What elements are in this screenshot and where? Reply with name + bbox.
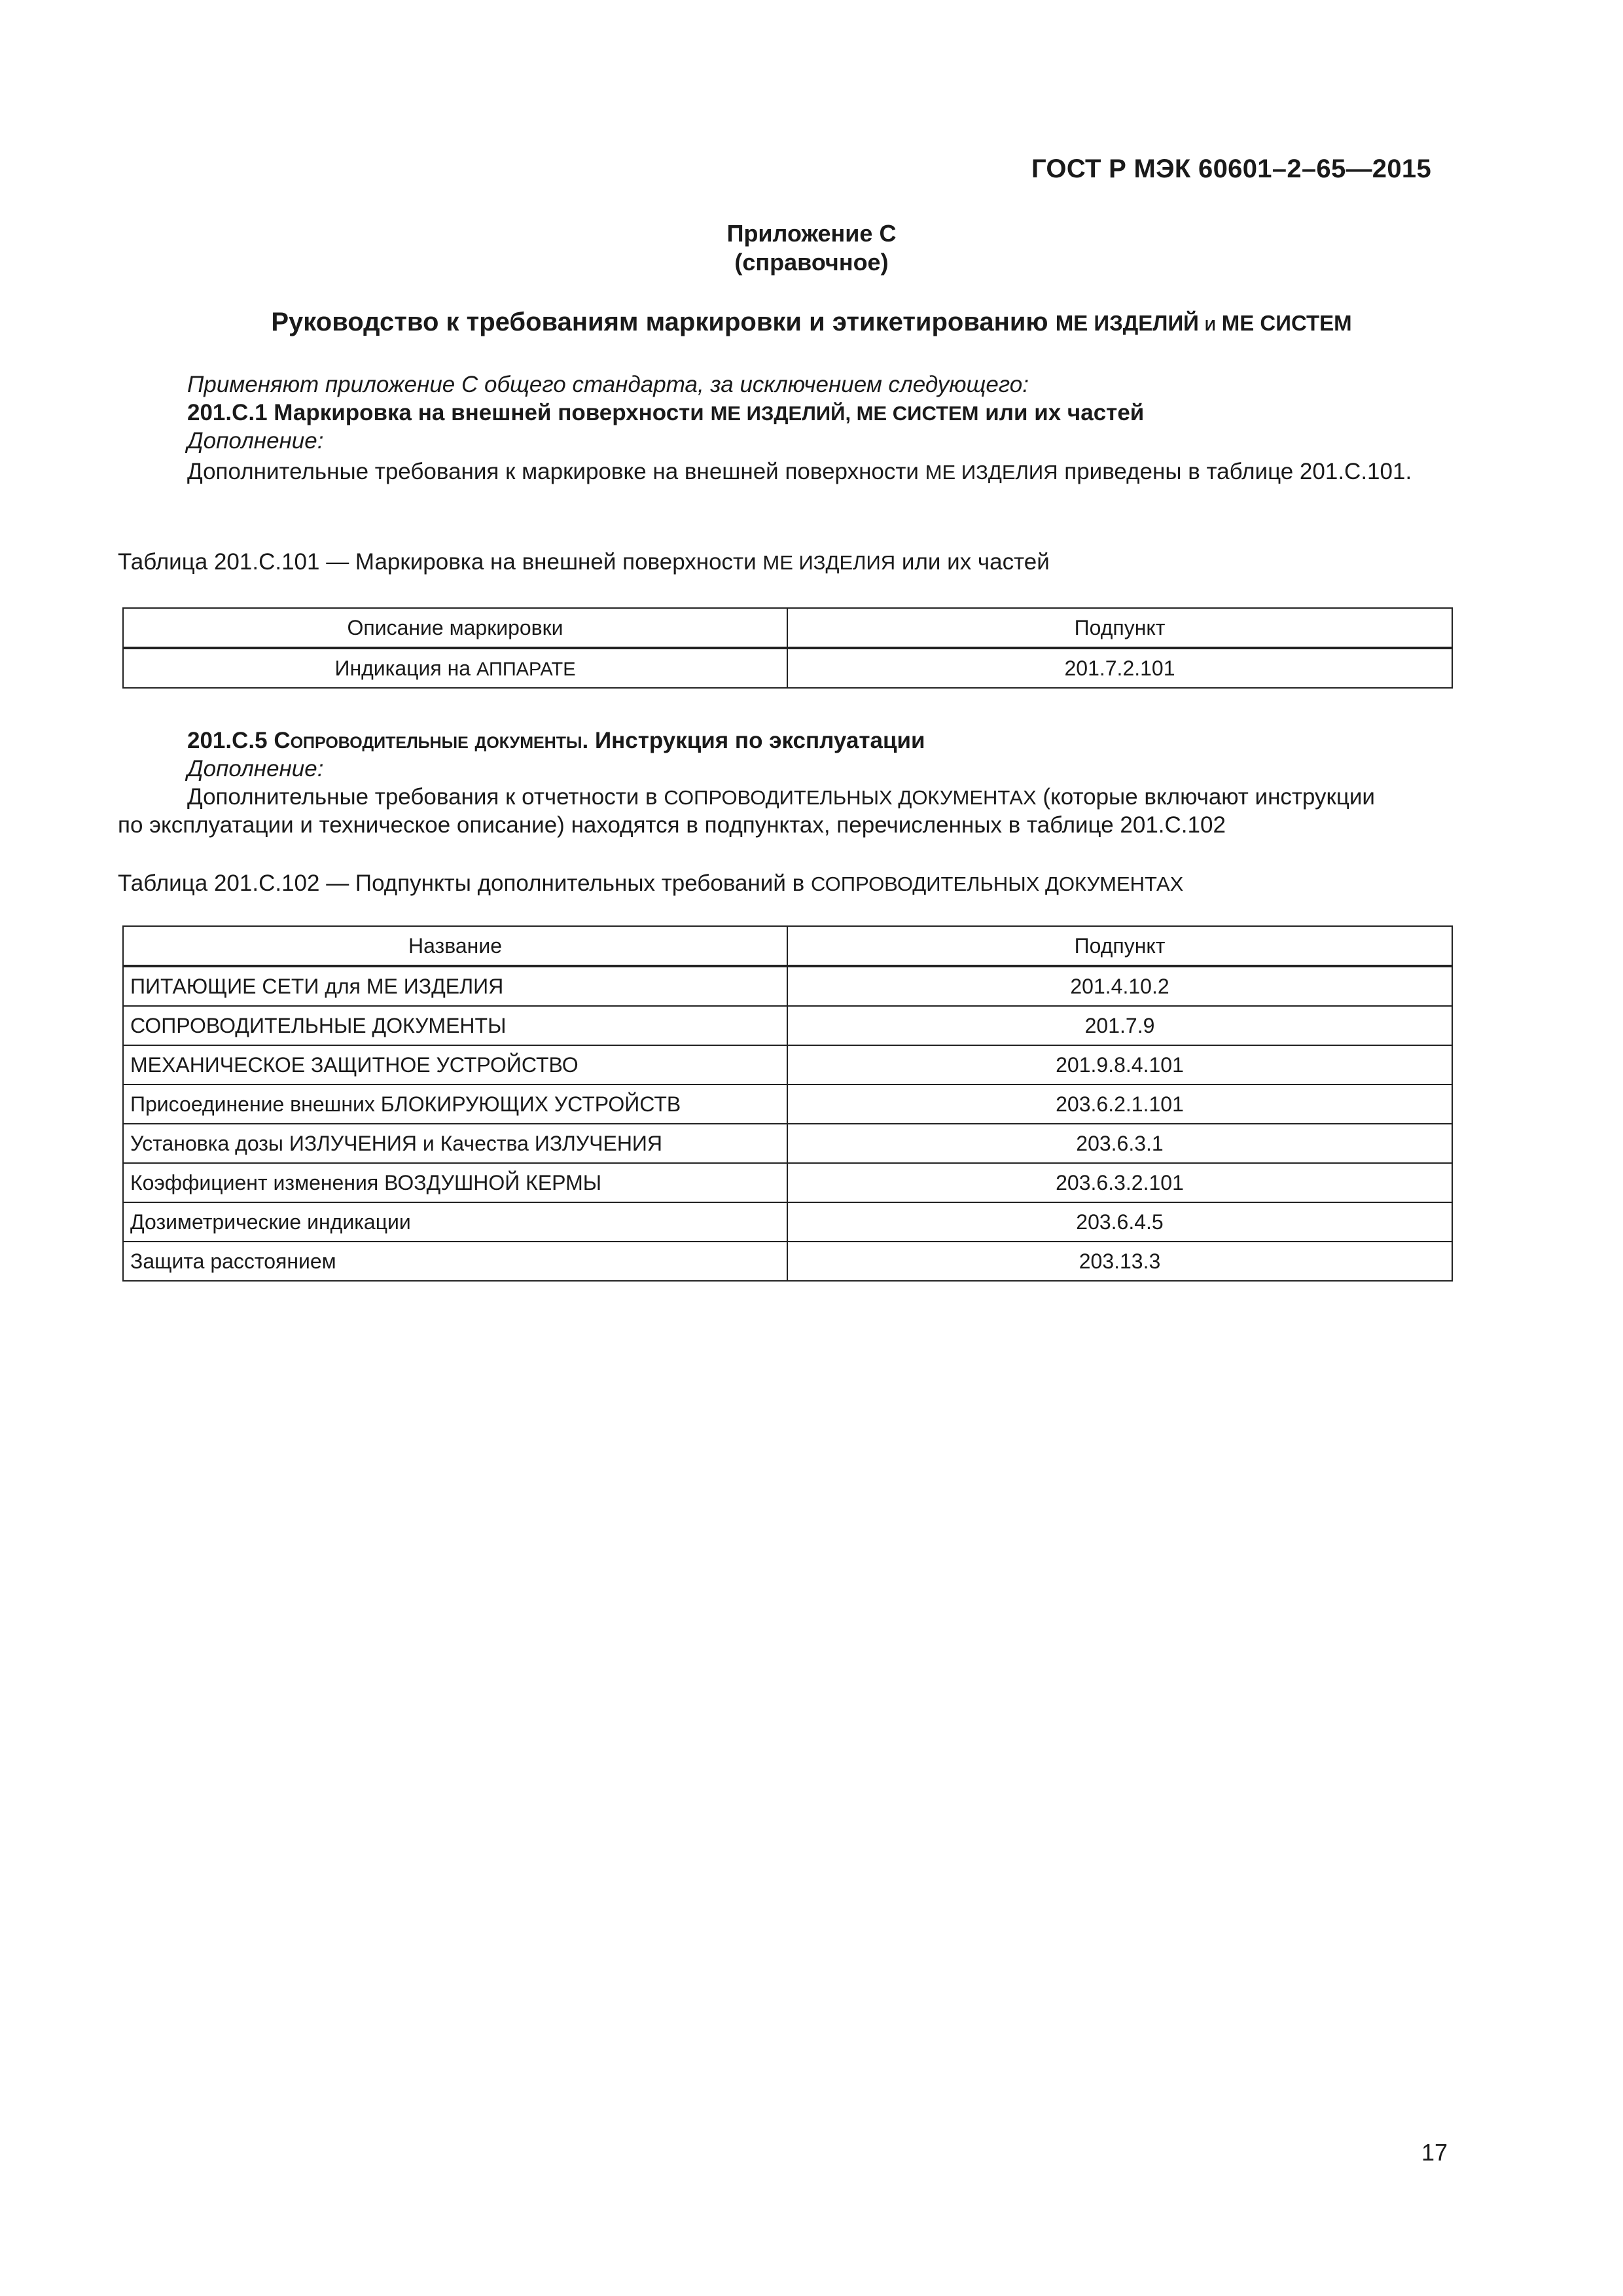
section-201-c5-heading-smallcaps: Сопроводительные документы <box>274 728 582 753</box>
table-cell-subclause: 203.6.3.2.101 <box>787 1163 1452 1202</box>
table-201-c101-caption-b: или их частей <box>895 549 1050 575</box>
section-201-c1-body-b: приведены в таблице 201.С.101. <box>1058 459 1412 484</box>
section-201-c1-heading <box>187 399 1144 427</box>
table-cell-description <box>123 648 787 688</box>
table-cell-subclause: 203.6.2.1.101 <box>787 1085 1452 1124</box>
table-cell-name: СОПРОВОДИТЕЛЬНЫЕ ДОКУМЕНТЫ <box>123 1006 787 1045</box>
table-cell-subclause: 203.6.3.1 <box>787 1124 1452 1163</box>
table-cell-text: Индикация на <box>334 656 476 680</box>
section-201-c5-body-smallcaps: СОПРОВОДИТЕЛЬНЫХ ДОКУМЕНТАХ <box>664 786 1037 809</box>
annex-heading-main: Руководство к требованиям маркировки и этикетированию <box>271 308 1056 336</box>
table-cell-name: МЕХАНИЧЕСКОЕ ЗАЩИТНОЕ УСТРОЙСТВО <box>123 1045 787 1085</box>
table-cell-name: Присоединение внешних БЛОКИРУЮЩИХ УСТРОЙСТВ <box>123 1085 787 1124</box>
table-row <box>123 1242 1452 1281</box>
table-header-cell: Подпункт <box>787 926 1452 966</box>
table-cell-name: Дозиметрические индикации <box>123 1202 787 1242</box>
section-201-c5-body-b: (которые включают инструкции <box>1036 784 1375 810</box>
table-cell-name: ПИТАЮЩИЕ СЕТИ для МЕ ИЗДЕЛИЯ <box>123 966 787 1006</box>
table-201-c102 <box>122 925 1453 1282</box>
table-header-row <box>123 926 1452 966</box>
table-row <box>123 1085 1452 1124</box>
section-201-c5-addition-label: Дополнение: <box>187 756 324 781</box>
section-201-c5-heading-b: . Инструкция по эксплуатации <box>582 728 925 753</box>
intro-text: Применяют приложение С общего стандарта, за исключением следующего: <box>187 372 1029 397</box>
annex-subtitle: (справочное) <box>734 249 889 276</box>
table-row <box>123 1124 1452 1163</box>
section-201-c5-heading <box>187 726 925 755</box>
table-cell-subclause: 201.9.8.4.101 <box>787 1045 1452 1085</box>
annex-heading-smallcaps: МЕ ИЗДЕЛИЙ и МЕ СИСТЕМ <box>1055 311 1352 335</box>
table-header-cell: Подпункт <box>787 608 1452 648</box>
table-row <box>123 1006 1452 1045</box>
table-cell-name: Коэффициент изменения ВОЗДУШНОЙ КЕРМЫ <box>123 1163 787 1202</box>
table-cell-subclause: 203.13.3 <box>787 1242 1452 1281</box>
table-cell-smallcaps: АППАРАТЕ <box>476 658 576 680</box>
table-cell-subclause: 201.4.10.2 <box>787 966 1452 1006</box>
table-row <box>123 1045 1452 1085</box>
table-cell-subclause: 201.7.2.101 <box>787 648 1452 688</box>
document-header-code: ГОСТ Р МЭК 60601–2–65—2015 <box>1031 154 1431 183</box>
annex-heading <box>118 308 1505 337</box>
table-201-c101 <box>122 607 1453 689</box>
annex-title: Приложение С <box>726 220 897 247</box>
table-cell-name: Установка дозы ИЗЛУЧЕНИЯ и Качества ИЗЛУЧЕНИЯ <box>123 1124 787 1163</box>
table-201-c102-caption-a: Таблица 201.С.102 — Подпункты дополнительных требований в <box>118 870 811 896</box>
section-201-c1-addition-label: Дополнение: <box>187 428 324 454</box>
table-cell-subclause: 203.6.4.5 <box>787 1202 1452 1242</box>
table-201-c102-caption-smallcaps: СОПРОВОДИТЕЛЬНЫХ ДОКУМЕНТАХ <box>810 872 1184 895</box>
table-row <box>123 648 1452 688</box>
table-row <box>123 1202 1452 1242</box>
table-cell-subclause: 201.7.9 <box>787 1006 1452 1045</box>
section-201-c5-body <box>118 783 1448 812</box>
table-header-cell: Название <box>123 926 787 966</box>
table-header-row <box>123 608 1452 648</box>
table-row <box>123 1163 1452 1202</box>
table-header-cell: Описание маркировки <box>123 608 787 648</box>
section-201-c1-body <box>118 457 1448 486</box>
table-cell-name: Защита расстоянием <box>123 1242 787 1281</box>
table-row <box>123 966 1452 1006</box>
page-number: 17 <box>1421 2139 1448 2166</box>
section-201-c5-body-a: Дополнительные требования к отчетности в <box>187 784 664 810</box>
table-201-c101-caption <box>118 548 1050 577</box>
section-201-c1-heading-a: 201.С.1 Маркировка на внешней поверхности <box>187 400 711 425</box>
section-201-c1-heading-smallcaps: МЕ ИЗДЕЛИЙ, МЕ СИСТЕМ <box>710 402 979 425</box>
section-201-c5-body-line2: по эксплуатации и техническое описание) находятся в подпунктах, перечисленных в таблице 201.С.102 <box>118 812 1226 838</box>
section-201-c1-body-smallcaps: МЕ ИЗДЕЛИЯ <box>925 461 1058 484</box>
table-201-c101-caption-a: Таблица 201.С.101 — Маркировка на внешней поверхности <box>118 549 763 575</box>
table-201-c102-caption <box>118 869 1183 898</box>
section-201-c1-body-a: Дополнительные требования к маркировке на внешней поверхности <box>187 459 925 484</box>
section-201-c1-heading-b: или их частей <box>978 400 1145 425</box>
section-201-c5-heading-num: 201.С.5 <box>187 728 274 753</box>
table-201-c101-caption-smallcaps: МЕ ИЗДЕЛИЯ <box>762 551 896 574</box>
